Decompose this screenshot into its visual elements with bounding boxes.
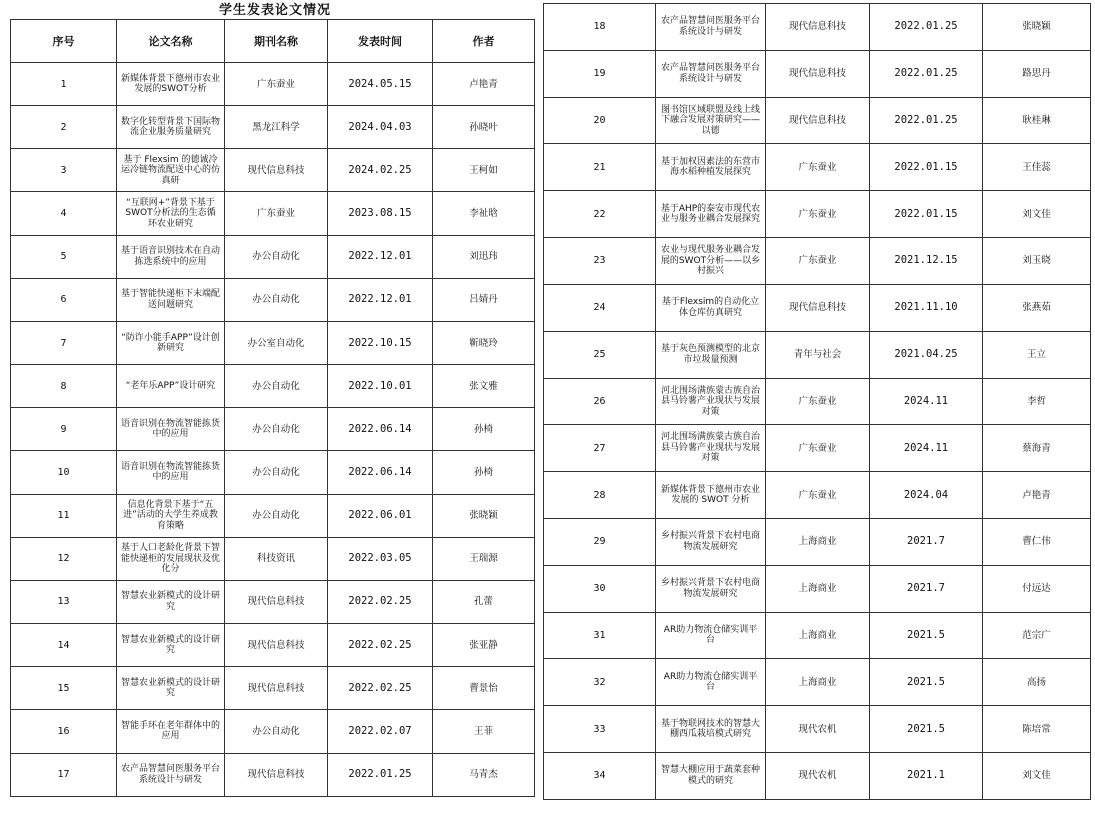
header-author: 作者	[433, 20, 535, 63]
table-row	[544, 144, 1091, 191]
row-number: 6	[11, 278, 117, 321]
table-row	[11, 106, 535, 149]
table-row	[544, 284, 1091, 331]
table-row	[11, 63, 535, 106]
table-row	[11, 149, 535, 192]
author-name: 张文雅	[433, 365, 535, 408]
row-number: 34	[544, 753, 656, 800]
row-number: 22	[544, 191, 656, 238]
row-number: 2	[11, 106, 117, 149]
author-name: 卢艳青	[433, 63, 535, 106]
author-name: 吕婧丹	[433, 278, 535, 321]
author-name: 曹景怡	[433, 667, 535, 710]
row-number: 13	[11, 580, 117, 623]
row-number: 30	[544, 565, 656, 612]
publish-date: 2022.01.15	[870, 191, 983, 238]
paper-title: 智慧大棚应用于蔬菜套种模式的研究	[656, 753, 766, 800]
paper-title: “互联网+”背景下基于SWOT分析法的生态循环农业研究	[117, 192, 225, 235]
journal-name: 办公室自动化	[225, 321, 328, 364]
publish-date: 2024.04.03	[328, 106, 433, 149]
journal-name: 现代信息科技	[225, 667, 328, 710]
journal-name: 现代信息科技	[225, 580, 328, 623]
header-date: 发表时间	[328, 20, 433, 63]
table-row	[11, 753, 535, 796]
papers-table-left	[10, 19, 535, 797]
publish-date: 2022.01.25	[870, 50, 983, 97]
table-row	[11, 451, 535, 494]
publish-date: 2022.02.07	[328, 710, 433, 753]
publish-date: 2021.5	[870, 659, 983, 706]
publish-date: 2024.05.15	[328, 63, 433, 106]
row-number: 15	[11, 667, 117, 710]
paper-title: 智慧农业新模式的设计研究	[117, 667, 225, 710]
journal-name: 办公自动化	[225, 451, 328, 494]
table-row	[544, 612, 1091, 659]
journal-name: 现代信息科技	[766, 4, 870, 51]
publish-date: 2022.01.15	[870, 144, 983, 191]
paper-title: “防诈小能手APP”设计创新研究	[117, 321, 225, 364]
paper-title: 农产品智慧问医服务平台系统设计与研发	[656, 50, 766, 97]
author-name: 曹仁伟	[983, 518, 1091, 565]
author-name: 范宗广	[983, 612, 1091, 659]
author-name: 王佳蕊	[983, 144, 1091, 191]
row-number: 20	[544, 97, 656, 144]
author-name: 刘玉晓	[983, 238, 1091, 285]
paper-title: 信息化背景下基于“五进”活动的大学生养成教育策略	[117, 494, 225, 537]
publish-date: 2024.11	[870, 378, 983, 425]
journal-name: 办公自动化	[225, 235, 328, 278]
table-row	[11, 580, 535, 623]
table-row	[544, 659, 1091, 706]
paper-title: 图书馆区域联盟及线上线下融合发展对策研究——以德	[656, 97, 766, 144]
journal-name: 科技资讯	[225, 537, 328, 580]
publish-date: 2021.1	[870, 753, 983, 800]
journal-name: 现代信息科技	[225, 753, 328, 796]
row-number: 24	[544, 284, 656, 331]
publish-date: 2022.02.25	[328, 624, 433, 667]
paper-title: AR助力物流仓储实训平台	[656, 659, 766, 706]
author-name: 蔡海青	[983, 425, 1091, 472]
author-name: 马青杰	[433, 753, 535, 796]
paper-title: 语音识别在物流智能拣货中的应用	[117, 451, 225, 494]
paper-title: 农产品智慧问医服务平台系统设计与研发	[117, 753, 225, 796]
journal-name: 上海商业	[766, 518, 870, 565]
sheet-title: 学生发表论文情况	[218, 3, 331, 18]
journal-name: 现代农机	[766, 706, 870, 753]
table-row	[544, 4, 1091, 51]
row-number: 19	[544, 50, 656, 97]
row-number: 18	[544, 4, 656, 51]
table-row	[11, 235, 535, 278]
row-number: 26	[544, 378, 656, 425]
journal-name: 办公自动化	[225, 278, 328, 321]
paper-title: “老年乐APP”设计研究	[117, 365, 225, 408]
journal-name: 广东蚕业	[225, 63, 328, 106]
table-row	[544, 378, 1091, 425]
author-name: 张晓颖	[983, 4, 1091, 51]
publish-date: 2021.11.10	[870, 284, 983, 331]
table-row	[544, 706, 1091, 753]
table-row	[544, 238, 1091, 285]
author-name: 王柯如	[433, 149, 535, 192]
journal-name: 上海商业	[766, 659, 870, 706]
paper-title: 河北围场满族蒙古族自治县马铃薯产业现状与发展对策	[656, 425, 766, 472]
journal-name: 广东蚕业	[766, 472, 870, 519]
publish-date: 2022.06.14	[328, 451, 433, 494]
header-title: 论文名称	[117, 20, 225, 63]
author-name: 付远达	[983, 565, 1091, 612]
author-name: 刘文佳	[983, 753, 1091, 800]
row-number: 3	[11, 149, 117, 192]
table-row	[11, 667, 535, 710]
author-name: 耿桂琳	[983, 97, 1091, 144]
row-number: 10	[11, 451, 117, 494]
author-name: 高扬	[983, 659, 1091, 706]
paper-title: 基于Flexsim的自动化立体仓库仿真研究	[656, 284, 766, 331]
table-row	[544, 518, 1091, 565]
header-journal: 期刊名称	[225, 20, 328, 63]
row-number: 17	[11, 753, 117, 796]
publish-date: 2021.5	[870, 706, 983, 753]
publish-date: 2022.10.01	[328, 365, 433, 408]
publish-date: 2021.12.15	[870, 238, 983, 285]
paper-title: 基于AHP的泰安市现代农业与服务业耦合发展探究	[656, 191, 766, 238]
author-name: 孙晓叶	[433, 106, 535, 149]
table-row	[11, 624, 535, 667]
row-number: 23	[544, 238, 656, 285]
table-row	[11, 321, 535, 364]
row-number: 1	[11, 63, 117, 106]
journal-name: 现代信息科技	[766, 284, 870, 331]
row-number: 9	[11, 408, 117, 451]
row-number: 25	[544, 331, 656, 378]
table-row	[11, 710, 535, 753]
publish-date: 2024.04	[870, 472, 983, 519]
row-number: 16	[11, 710, 117, 753]
publish-date: 2021.04.25	[870, 331, 983, 378]
table-row	[544, 472, 1091, 519]
journal-name: 青年与社会	[766, 331, 870, 378]
publish-date: 2022.01.25	[870, 4, 983, 51]
publish-date: 2022.03.05	[328, 537, 433, 580]
publish-date: 2022.12.01	[328, 235, 433, 278]
paper-title: 新媒体背景下德州市农业发展的SWOT分析	[117, 63, 225, 106]
publish-date: 2022.02.25	[328, 667, 433, 710]
header-no: 序号	[11, 20, 117, 63]
journal-name: 现代信息科技	[766, 97, 870, 144]
publish-date: 2022.06.14	[328, 408, 433, 451]
publish-date: 2022.06.01	[328, 494, 433, 537]
publish-date: 2022.01.25	[870, 97, 983, 144]
paper-title: 基于加权因素法的东营市海水稻种植发展探究	[656, 144, 766, 191]
page-divider	[536, 0, 540, 815]
table-row	[11, 494, 535, 537]
journal-name: 广东蚕业	[766, 144, 870, 191]
papers-table-right	[543, 3, 1091, 800]
paper-title: 基于人口老龄化背景下智能快递柜的发展现状及优化分	[117, 537, 225, 580]
paper-title: 智慧农业新模式的设计研究	[117, 580, 225, 623]
paper-title: 基于智能快递柜下末端配送问题研究	[117, 278, 225, 321]
paper-title: 乡村振兴背景下农村电商物流发展研究	[656, 565, 766, 612]
paper-title: 智能手环在老年群体中的应用	[117, 710, 225, 753]
journal-name: 黑龙江科学	[225, 106, 328, 149]
author-name: 靳晓玲	[433, 321, 535, 364]
row-number: 11	[11, 494, 117, 537]
author-name: 卢艳青	[983, 472, 1091, 519]
author-name: 孙椅	[433, 408, 535, 451]
publish-date: 2023.08.15	[328, 192, 433, 235]
table-row	[11, 537, 535, 580]
author-name: 张晓颖	[433, 494, 535, 537]
publish-date: 2022.10.15	[328, 321, 433, 364]
table-row	[544, 191, 1091, 238]
row-number: 7	[11, 321, 117, 364]
author-name: 王菲	[433, 710, 535, 753]
journal-name: 上海商业	[766, 565, 870, 612]
table-row	[544, 565, 1091, 612]
author-name: 王立	[983, 331, 1091, 378]
journal-name: 现代信息科技	[225, 149, 328, 192]
journal-name: 办公自动化	[225, 494, 328, 537]
paper-title: 河北围场满族蒙古族自治县马铃薯产业现状与发展对策	[656, 378, 766, 425]
table-header-row	[11, 20, 535, 63]
journal-name: 广东蚕业	[766, 191, 870, 238]
row-number: 8	[11, 365, 117, 408]
paper-title: 新媒体背景下德州市农业发展的 SWOT 分析	[656, 472, 766, 519]
journal-name: 办公自动化	[225, 408, 328, 451]
author-name: 刘迅玮	[433, 235, 535, 278]
author-name: 张燕茹	[983, 284, 1091, 331]
publish-date: 2021.7	[870, 518, 983, 565]
author-name: 李哲	[983, 378, 1091, 425]
journal-name: 现代信息科技	[225, 624, 328, 667]
author-name: 孔蕾	[433, 580, 535, 623]
paper-title: 基于语音识别技术在自动拣选系统中的应用	[117, 235, 225, 278]
row-number: 32	[544, 659, 656, 706]
publish-date: 2022.01.25	[328, 753, 433, 796]
journal-name: 广东蚕业	[766, 425, 870, 472]
author-name: 陈培常	[983, 706, 1091, 753]
journal-name: 广东蚕业	[766, 238, 870, 285]
paper-title: 农业与现代服务业耦合发展的SWOT分析——以乡村振兴	[656, 238, 766, 285]
row-number: 29	[544, 518, 656, 565]
journal-name: 办公自动化	[225, 365, 328, 408]
row-number: 14	[11, 624, 117, 667]
journal-name: 广东蚕业	[766, 378, 870, 425]
row-number: 33	[544, 706, 656, 753]
publish-date: 2024.11	[870, 425, 983, 472]
row-number: 12	[11, 537, 117, 580]
row-number: 4	[11, 192, 117, 235]
table-row	[544, 331, 1091, 378]
publish-date: 2024.02.25	[328, 149, 433, 192]
table-row	[11, 365, 535, 408]
paper-title: 乡村振兴背景下农村电商物流发展研究	[656, 518, 766, 565]
journal-name: 广东蚕业	[225, 192, 328, 235]
paper-title: 基于物联网技术的智慧大棚西瓜栽培模式研究	[656, 706, 766, 753]
paper-title: 基于灰色预测模型的北京市垃圾量预测	[656, 331, 766, 378]
author-name: 李祉晗	[433, 192, 535, 235]
table-row	[11, 408, 535, 451]
table-row	[544, 97, 1091, 144]
publish-date: 2022.02.25	[328, 580, 433, 623]
table-row	[11, 278, 535, 321]
author-name: 王瑞源	[433, 537, 535, 580]
row-number: 28	[544, 472, 656, 519]
table-row	[11, 192, 535, 235]
publish-date: 2021.7	[870, 565, 983, 612]
journal-name: 现代信息科技	[766, 50, 870, 97]
table-row	[544, 753, 1091, 800]
journal-name: 现代农机	[766, 753, 870, 800]
row-number: 21	[544, 144, 656, 191]
paper-title: AR助力物流仓储实训平台	[656, 612, 766, 659]
paper-title: 基于 Flexsim 的德诚冷运冷链物流配送中心的仿真研	[117, 149, 225, 192]
row-number: 5	[11, 235, 117, 278]
paper-title: 智慧农业新模式的设计研究	[117, 624, 225, 667]
paper-title: 农产品智慧问医服务平台系统设计与研发	[656, 4, 766, 51]
row-number: 31	[544, 612, 656, 659]
author-name: 孙椅	[433, 451, 535, 494]
publish-date: 2022.12.01	[328, 278, 433, 321]
row-number: 27	[544, 425, 656, 472]
author-name: 张亚静	[433, 624, 535, 667]
paper-title: 语音识别在物流智能拣货中的应用	[117, 408, 225, 451]
author-name: 刘文佳	[983, 191, 1091, 238]
table-row	[544, 425, 1091, 472]
journal-name: 上海商业	[766, 612, 870, 659]
journal-name: 办公自动化	[225, 710, 328, 753]
table-row	[544, 50, 1091, 97]
paper-title: 数字化转型背景下国际物流企业服务质量研究	[117, 106, 225, 149]
publish-date: 2021.5	[870, 612, 983, 659]
author-name: 路思丹	[983, 50, 1091, 97]
